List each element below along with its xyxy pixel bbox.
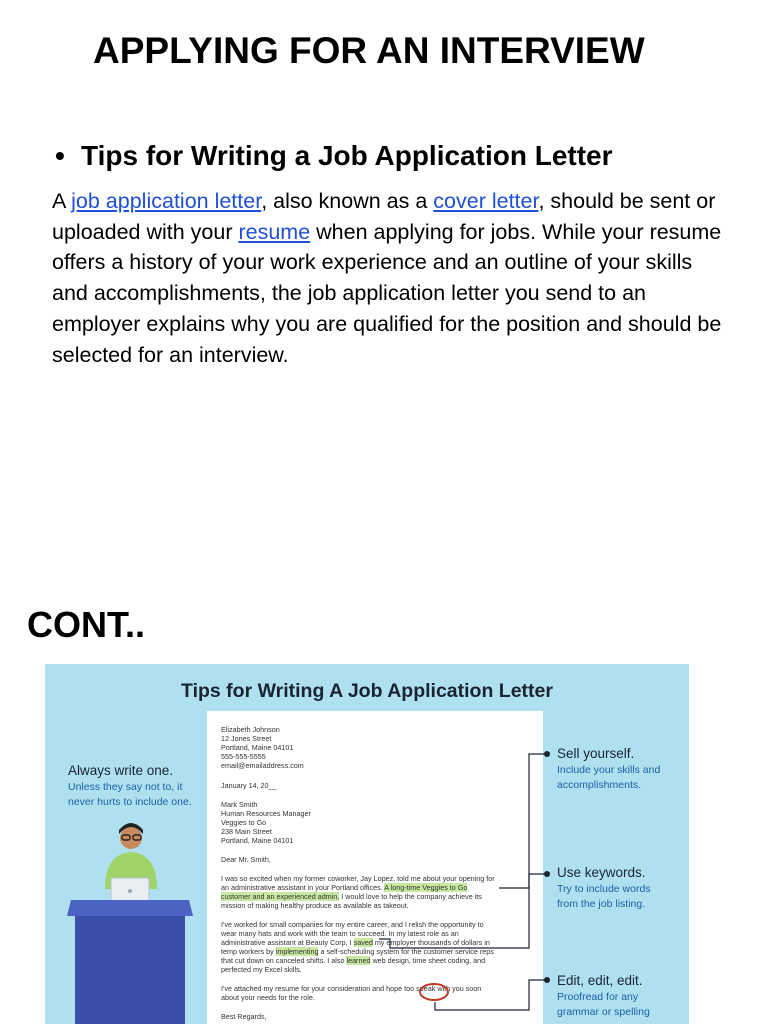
letter-recipient-company: Veggies to Go — [221, 818, 267, 827]
letter-line: I was so excited when my former coworker, Jay Lopez, told me about your opening for — [221, 874, 495, 883]
letter-sender-phone: 555-555-5555 — [221, 752, 266, 761]
tip-edit — [557, 973, 650, 1020]
letter-recipient-title: Human Resources Manager — [221, 809, 311, 818]
tip-use-keywords — [557, 865, 651, 912]
tip-line: from the job listing. — [557, 898, 646, 910]
infographic-title: Tips for Writing A Job Application Letter — [181, 680, 553, 702]
tip-line: accomplishments. — [557, 779, 642, 791]
letter-date: January 14, 20__ — [221, 781, 277, 790]
letter-sender-street: 12 Jones Street — [221, 734, 272, 743]
tip-title: Sell yourself. — [557, 746, 635, 761]
body-text-3: , should be sent or uploaded with your — [52, 189, 716, 244]
letter-sender-email: email@emailaddress.com — [221, 761, 304, 770]
tip-sell-yourself — [557, 746, 660, 793]
bullet-marker: • — [55, 140, 65, 171]
letter-line: temp workers by implementing a self-scheduling system for the customer service reps — [221, 947, 494, 956]
keyword-highlight: customer and an experienced admin, — [221, 892, 340, 901]
letter-recipient-street: 238 Main Street — [221, 827, 272, 836]
tip-connector-lines — [45, 664, 689, 1024]
letter-line: perfected my Excel skills. — [221, 965, 302, 974]
tip-title: Edit, edit, edit. — [557, 973, 643, 988]
slide-title: APPLYING FOR AN INTERVIEW — [93, 30, 645, 71]
letter-sender-name: Elizabeth Johnson — [221, 725, 280, 734]
keyword-highlight: implementing — [275, 947, 319, 956]
keyword-highlight: saved — [353, 938, 373, 947]
letter-line: I've attached my resume for your consideration and hope too speak with you soon — [221, 984, 482, 993]
tip-line: never hurts to include one. — [68, 796, 192, 808]
body-text-4: when applying for jobs. While your resume offers a history of your work experience and an outline of your skills and accomplishments, the job application letter you send to an employer explains why you are qualified for the position and should be selected for an interview. — [52, 219, 722, 367]
letter-sender-city: Portland, Maine 04101 — [221, 743, 294, 752]
resume-link[interactable]: resume — [238, 219, 311, 244]
letter-salutation: Dear Mr. Smith, — [221, 855, 271, 864]
letter-line: I've worked for small companies for my entire career, and I relish the opportunity to — [221, 920, 484, 929]
letter-recipient-city: Portland, Maine 04101 — [221, 836, 294, 845]
letter-line: that cut down on canceled shifts. I also learned web design, time sheet coding, and — [221, 956, 486, 965]
keyword-highlight: learned — [346, 956, 371, 965]
infographic — [45, 664, 689, 1024]
cover-letter-link[interactable]: cover letter — [433, 189, 539, 213]
letter-line: wear many hats and work with the team to succeed. In my latest role as an — [221, 929, 459, 938]
cont-heading: CONT.. — [27, 604, 146, 645]
tips-heading — [55, 140, 613, 172]
body-text-2: , also known as a — [261, 189, 434, 213]
letter-line: about your needs for the role. — [221, 993, 315, 1002]
tip-line: grammar or spelling — [557, 1006, 650, 1018]
tips-heading-text: Tips for Writing a Job Application Letter — [81, 140, 613, 171]
body-paragraph — [52, 186, 732, 370]
tip-title: Always write one. — [68, 763, 174, 778]
letter-line: an administrative assistant in your Portland offices. A long-time Veggies to Go — [221, 883, 468, 892]
tip-line: Include your skills and — [557, 764, 661, 776]
keyword-highlight: A long-time Veggies to Go — [384, 883, 468, 892]
letter-line: mission of making healthy produce as available as takeout. — [221, 901, 409, 910]
tip-line: Proofread for any — [557, 991, 639, 1003]
tip-title: Use keywords. — [557, 865, 646, 880]
tip-line: Unless they say not to, it — [68, 781, 183, 793]
letter-recipient-name: Mark Smith — [221, 800, 258, 809]
body-text-1: A — [52, 189, 72, 213]
tip-line: Try to include words — [557, 883, 651, 895]
proofread-circle — [420, 984, 448, 1000]
letter-closing: Best Regards, — [221, 1012, 267, 1021]
job-application-letter-link[interactable]: job application letter — [71, 189, 262, 213]
letter-line: administrative assistant at Beauty Corp, I saved my employer thousands of dollars in — [221, 938, 490, 947]
letter-line: customer and an experienced admin, I would love to help the company achieve its — [221, 892, 482, 901]
